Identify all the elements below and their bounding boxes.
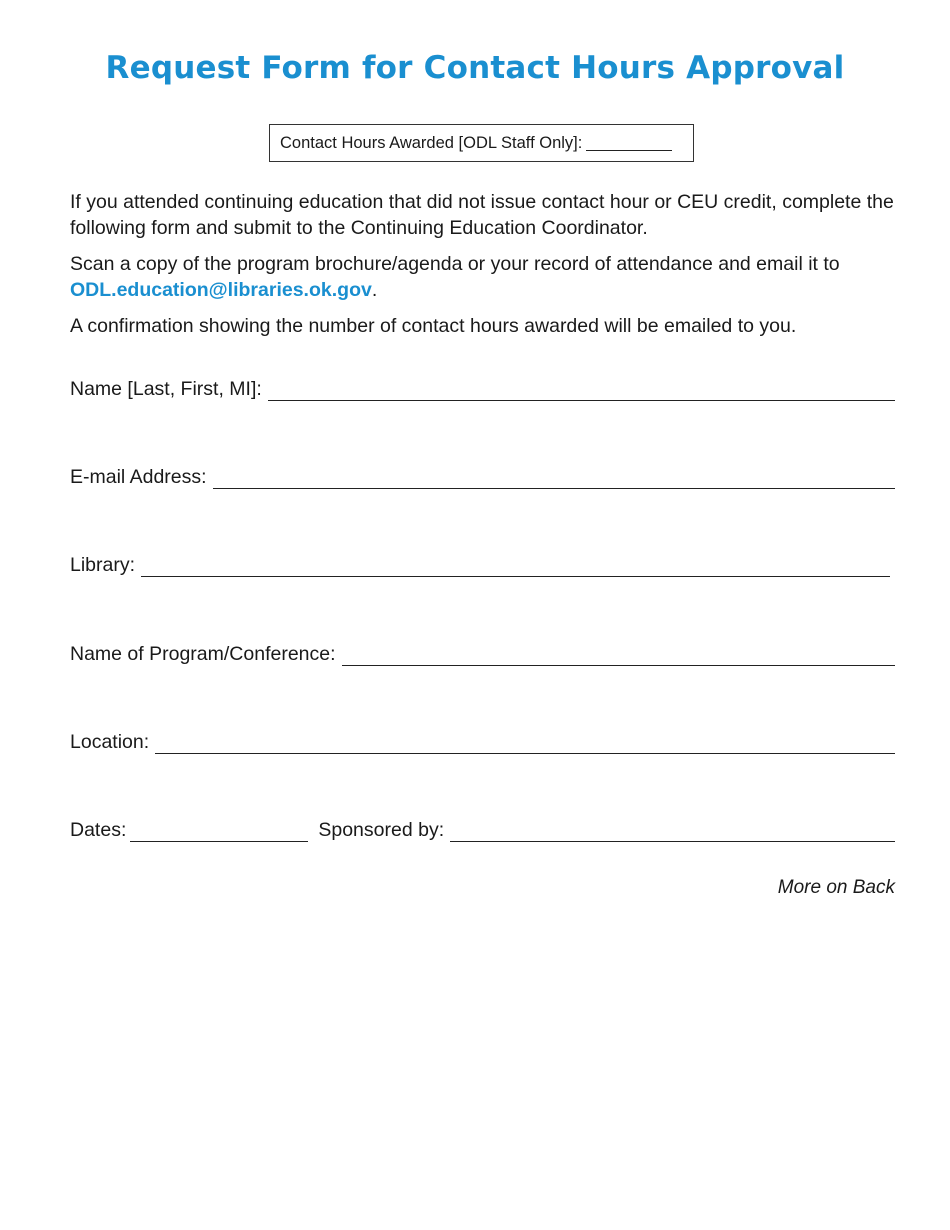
location-input[interactable]: [155, 731, 895, 754]
staff-box-label: Contact Hours Awarded [ODL Staff Only]:: [280, 133, 583, 152]
location-label: Location:: [70, 731, 150, 753]
location-field-row: [70, 731, 895, 754]
scan-instructions-paragraph: [70, 251, 900, 303]
sponsored-by-label: Sponsored by:: [318, 819, 445, 841]
library-label: Library:: [70, 554, 136, 576]
name-field-row: [70, 378, 895, 401]
email-label: E-mail Address:: [70, 466, 207, 488]
scan-instructions-period: .: [371, 279, 378, 301]
name-label: Name [Last, First, MI]:: [70, 378, 262, 400]
scan-instructions-text: Scan a copy of the program brochure/agenda or your record of attendance and email it to: [70, 253, 840, 275]
sponsored-by-input[interactable]: [450, 819, 895, 842]
dates-input[interactable]: [130, 819, 308, 842]
name-input[interactable]: [268, 378, 895, 401]
library-field-row: [70, 554, 890, 577]
more-on-back-note: More on Back: [777, 877, 895, 898]
staff-only-box: [269, 124, 694, 162]
program-input[interactable]: [342, 643, 895, 666]
email-link[interactable]: ODL.education@libraries.ok.gov: [70, 279, 372, 301]
email-field-row: [70, 466, 895, 489]
program-field-row: [70, 643, 895, 666]
instructions-paragraph: If you attended continuing education that did not issue contact hour or CEU credit, complete the following form and submit to the Continuing Education Coordinator.: [70, 191, 894, 239]
library-input[interactable]: [141, 554, 890, 577]
dates-label: Dates:: [70, 819, 127, 841]
dates-sponsor-row: [70, 819, 895, 842]
page-title: Request Form for Contact Hours Approval: [105, 50, 845, 86]
contact-hours-awarded-field[interactable]: [586, 136, 672, 151]
confirmation-paragraph: A confirmation showing the number of contact hours awarded will be emailed to you.: [70, 315, 797, 337]
email-input[interactable]: [213, 466, 895, 489]
program-label: Name of Program/Conference:: [70, 643, 336, 665]
